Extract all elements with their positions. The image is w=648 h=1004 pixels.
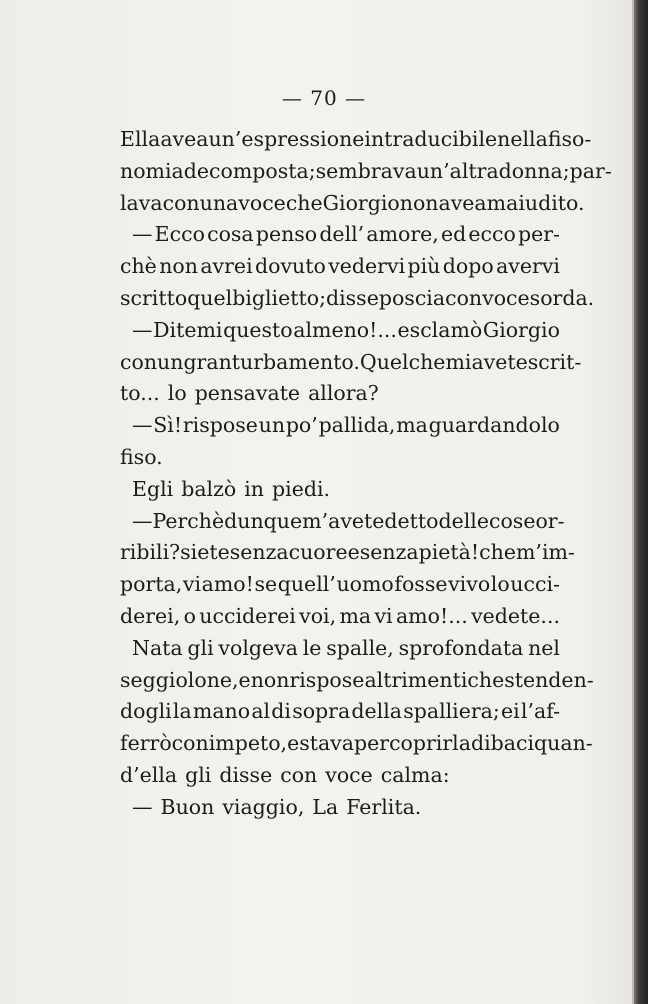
word: per [354, 731, 390, 756]
word: m’ [515, 540, 542, 565]
word: impeto, [208, 731, 288, 756]
word: espressione [241, 127, 365, 151]
word: della [351, 699, 402, 724]
word: che [408, 349, 446, 374]
text-line [120, 283, 595, 315]
word: vi [182, 572, 201, 597]
word: senza [229, 540, 289, 565]
text-line [120, 537, 575, 569]
text-line [120, 696, 560, 728]
word: voi, [299, 603, 337, 628]
word: spalle, [326, 635, 394, 660]
word: ucci- [510, 572, 560, 597]
word: un [258, 413, 286, 438]
word: siete [180, 540, 230, 565]
word: Buon [160, 794, 215, 819]
word: voce [238, 190, 286, 215]
word: non [399, 190, 439, 215]
word: — [132, 413, 153, 438]
word: Quel [359, 349, 409, 374]
word: con [171, 731, 209, 756]
word: un’ [416, 158, 450, 183]
text-line [120, 410, 560, 442]
word: vi [374, 603, 393, 628]
word: to... [120, 381, 160, 406]
word: d’ella [120, 762, 178, 787]
word: sorda. [529, 285, 595, 310]
word: biglietto; [232, 285, 326, 310]
word: gli [185, 762, 212, 787]
word: m’ [302, 508, 329, 533]
word: che [479, 540, 516, 565]
word: mi [445, 349, 472, 374]
word: un’ [208, 127, 242, 151]
word: cuore [288, 540, 348, 565]
word: stava [299, 731, 354, 756]
word: udito. [524, 190, 585, 215]
word: fiso- [547, 127, 592, 151]
word: Perchè [152, 508, 225, 533]
word: vedervi [328, 254, 406, 279]
word: con [445, 285, 483, 310]
word: im- [541, 540, 575, 565]
word: non [250, 667, 290, 692]
word: con [120, 349, 158, 374]
word: lava [120, 190, 163, 215]
word: derei, [120, 603, 181, 628]
word: ecco [468, 222, 516, 247]
text-line [120, 760, 560, 792]
word: po’ [285, 413, 318, 438]
word: ferrò [120, 731, 172, 756]
word: dovuto [255, 254, 326, 279]
word: Ditemi [153, 317, 223, 342]
word: che [467, 667, 505, 692]
word: scritto [120, 285, 188, 310]
word: guardandolo [428, 413, 560, 438]
word: amo!... [395, 603, 468, 628]
word: — [132, 222, 153, 247]
text-line [120, 792, 560, 824]
word: cose [488, 508, 536, 533]
word: decomposta; [183, 158, 316, 183]
word: che [285, 190, 323, 215]
word: Ferlita. [346, 794, 422, 819]
word: almeno!... [293, 317, 397, 342]
word: allora? [308, 381, 379, 406]
text-line [120, 378, 560, 410]
word: intraducibile [364, 127, 498, 151]
word: vivo [448, 572, 491, 597]
word: dell’ [319, 222, 365, 247]
text-line [120, 474, 560, 506]
word: in [244, 476, 265, 501]
text-line [120, 124, 592, 156]
word: detto [384, 508, 439, 533]
word: dogli [120, 699, 172, 724]
word: mano [192, 699, 251, 724]
word: pietà! [418, 540, 480, 565]
word: senza [359, 540, 419, 565]
word: o [183, 603, 196, 628]
word: sembrava [315, 158, 417, 183]
word: — [132, 317, 153, 342]
word: poscia [378, 285, 446, 310]
word: più [407, 254, 441, 279]
word: pensavate [194, 381, 301, 406]
word: un [157, 349, 184, 374]
word: sprofondata [398, 635, 524, 660]
word: avea [160, 127, 209, 151]
word: gli [187, 635, 214, 660]
word: Egli [132, 476, 174, 501]
word: voce [325, 762, 373, 787]
word: di [271, 699, 291, 724]
word: coprirla [389, 731, 471, 756]
text-line [120, 728, 593, 760]
word: spalliera; [403, 699, 500, 724]
word: Giorgio [322, 190, 400, 215]
word: rispose [289, 667, 365, 692]
word: fiso. [120, 444, 163, 469]
word: delle [438, 508, 489, 533]
word: lo [167, 381, 187, 406]
text-line [120, 315, 560, 347]
text-line [120, 633, 560, 665]
word: cosa [207, 222, 254, 247]
word: calma: [380, 762, 450, 787]
word: dunque [224, 508, 303, 533]
text-line [120, 347, 582, 379]
word: scrit- [527, 349, 582, 374]
word: ma [396, 413, 428, 438]
text-line [120, 219, 560, 251]
word: sopra [292, 699, 351, 724]
word: pallida, [318, 413, 396, 438]
word: quel [187, 285, 233, 310]
word: esclamò [397, 317, 483, 342]
word: par- [569, 158, 612, 183]
page-number: — 70 — [281, 86, 367, 110]
word: dopo [442, 254, 494, 279]
word: fosse [394, 572, 448, 597]
body-text [120, 124, 612, 824]
word: ed [440, 222, 467, 247]
word: Giorgio [482, 317, 560, 342]
word: Ecco [154, 222, 205, 247]
word: donna; [498, 158, 570, 183]
word: nel [528, 635, 560, 660]
word: seggiolone, [120, 667, 239, 692]
word: per- [517, 222, 560, 247]
word: voce [482, 285, 530, 310]
word: ribili? [120, 540, 181, 565]
word: rispose [182, 413, 258, 438]
word: avrei [200, 254, 253, 279]
text-line [120, 251, 560, 283]
word: amore, [366, 222, 439, 247]
word: avea [438, 190, 487, 215]
word: al [251, 699, 271, 724]
word: la [172, 699, 192, 724]
word: con [280, 762, 318, 787]
word: nomia [120, 158, 184, 183]
word: ucciderei [199, 603, 296, 628]
word: quan- [534, 731, 593, 756]
word: e [287, 731, 300, 756]
word: porta, [120, 572, 183, 597]
word: altrimenti [364, 667, 468, 692]
text-line [120, 601, 560, 633]
word: penso [255, 222, 318, 247]
word: altra [449, 158, 499, 183]
text-line [120, 569, 560, 601]
word: e [347, 540, 360, 565]
word: — [132, 794, 153, 819]
word: avervi [496, 254, 560, 279]
text-line [120, 442, 560, 474]
word: l’af- [520, 699, 560, 724]
word: Ella [120, 127, 161, 151]
word: turbamento. [231, 349, 360, 374]
word: volgeva [218, 635, 298, 660]
word: baci [490, 731, 535, 756]
word: gran [183, 349, 232, 374]
word: balzò [181, 476, 237, 501]
word: vedete... [471, 603, 560, 628]
word: amo! [201, 572, 254, 597]
word: Nata [132, 635, 183, 660]
word: — [132, 508, 153, 533]
word: una [199, 190, 239, 215]
word: disse [325, 285, 379, 310]
word: questo [223, 317, 293, 342]
word: chè [120, 254, 157, 279]
word: ei [501, 699, 520, 724]
word: disse [219, 762, 273, 787]
word: quell’ [277, 572, 336, 597]
text-line [120, 156, 612, 188]
word: viaggio, [222, 794, 305, 819]
word: con [162, 190, 200, 215]
word: mai [486, 190, 525, 215]
word: uomo [336, 572, 394, 597]
word: lo [490, 572, 510, 597]
word: di [470, 731, 491, 756]
word: non [159, 254, 198, 279]
word: piedi. [272, 476, 331, 501]
word: le [302, 635, 322, 660]
text-line [120, 188, 585, 220]
word: avete [328, 508, 385, 533]
text-line [120, 665, 594, 697]
page-binding-edge [634, 0, 648, 1004]
text-line [120, 506, 565, 538]
word: or- [535, 508, 565, 533]
word: stenden- [504, 667, 594, 692]
word: avete [471, 349, 528, 374]
word: La [312, 794, 339, 819]
word: e [238, 667, 251, 692]
word: nella [497, 127, 548, 151]
word: se [254, 572, 278, 597]
word: Sì! [153, 413, 183, 438]
word: ma [339, 603, 372, 628]
